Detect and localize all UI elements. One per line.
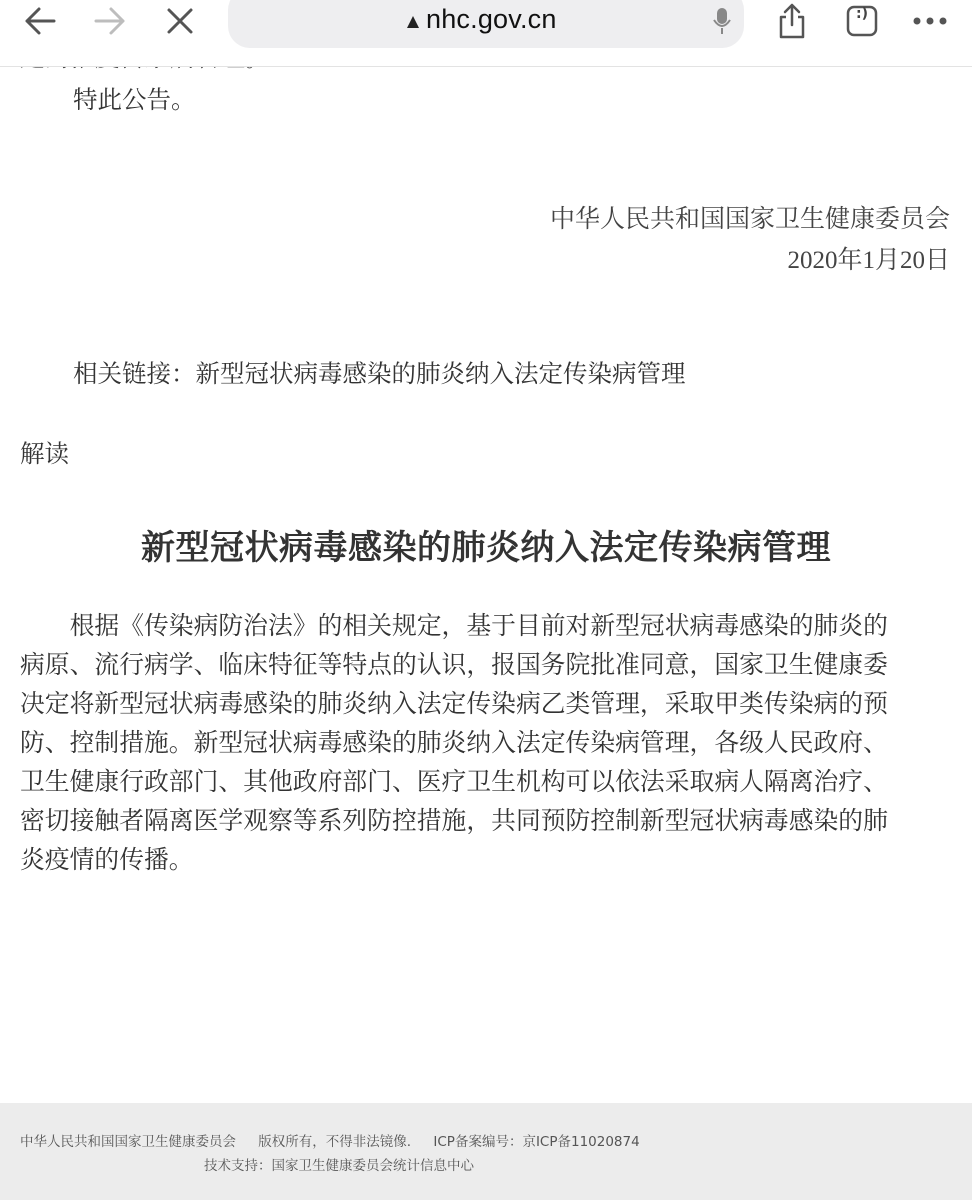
section-label: 解读 xyxy=(20,439,69,468)
footer-icp[interactable]: ICP备案编号：京ICP备11020874 xyxy=(433,1134,640,1150)
body-line: 炎疫情的传播。 xyxy=(20,845,194,874)
url-text: nhc.gov.cn xyxy=(426,4,557,34)
footer-org: 中华人民共和国国家卫生健康委员会 xyxy=(20,1134,236,1150)
footer-support: 技术支持：国家卫生健康委员会统计信息中心 xyxy=(204,1158,474,1174)
signature-date: 2020年1月20日 xyxy=(787,247,950,274)
related-link-label: 相关链接： xyxy=(73,359,196,388)
tab-switcher-icon[interactable] xyxy=(838,0,886,42)
article-body xyxy=(20,606,950,879)
address-bar[interactable] xyxy=(228,0,744,48)
footer-line-1 xyxy=(20,1130,658,1150)
body-line: 病原、流行病学、临床特征等特点的认识，报国务院批准同意，国家卫生健康委 xyxy=(20,650,888,679)
page-footer xyxy=(0,1103,972,1200)
body-line: 密切接触者隔离医学观察等系列防控措施，共同预防控制新型冠状病毒感染的肺 xyxy=(20,806,888,835)
close-icon[interactable] xyxy=(156,0,204,42)
body-line: 卫生健康行政部门、其他政府部门、医疗卫生机构可以依法采取病人隔离治疗、 xyxy=(20,767,888,796)
tab-switcher-label: :) xyxy=(856,6,868,22)
closing-line: 特此公告。 xyxy=(73,85,196,114)
article-title: 新型冠状病毒感染的肺炎纳入法定传染病管理 xyxy=(141,528,831,568)
back-arrow-icon[interactable] xyxy=(16,0,64,42)
body-line: 防、控制措施。新型冠状病毒感染的肺炎纳入法定传染病管理，各级人民政府、 xyxy=(20,728,888,757)
related-link[interactable]: 新型冠状病毒感染的肺炎纳入法定传染病管理 xyxy=(195,359,686,388)
body-line: 决定将新型冠状病毒感染的肺炎纳入法定传染病乙类管理，采取甲类传染病的预 xyxy=(20,689,888,718)
more-icon[interactable] xyxy=(906,0,954,42)
microphone-icon[interactable] xyxy=(712,6,732,40)
signature-organization: 中华人民共和国国家卫生健康委员会 xyxy=(549,204,950,233)
browser-toolbar xyxy=(0,0,972,67)
footer-copyright: 版权所有，不得非法镜像. xyxy=(258,1134,412,1150)
related-link-row xyxy=(73,356,686,392)
share-icon[interactable] xyxy=(768,0,816,42)
footer-line-2 xyxy=(204,1154,492,1174)
lock-icon xyxy=(406,14,420,33)
forward-arrow-icon[interactable] xyxy=(86,0,134,42)
body-line: 根据《传染病防治法》的相关规定，基于目前对新型冠状病毒感染的肺炎的 xyxy=(20,611,888,640)
